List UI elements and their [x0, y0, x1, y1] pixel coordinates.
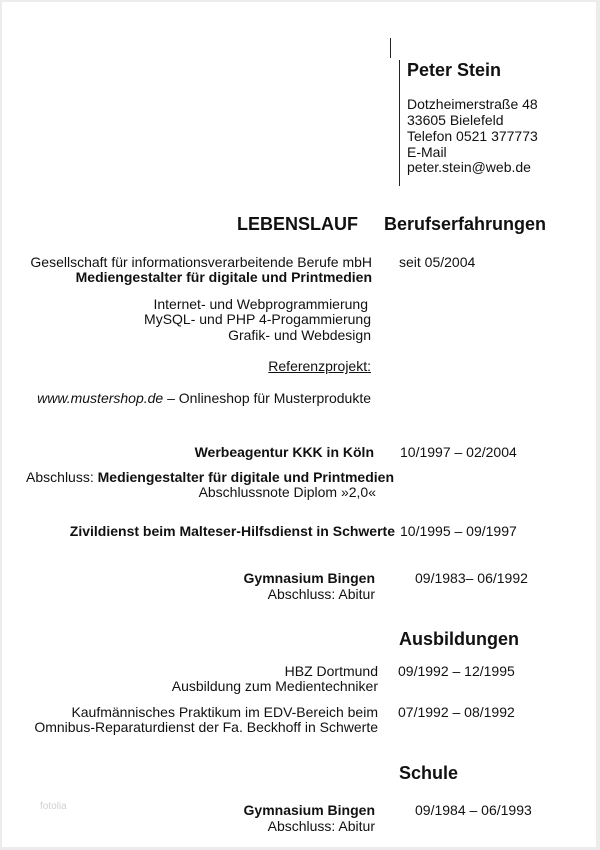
- job2-degree-prefix: Abschluss:: [26, 469, 98, 485]
- job3-title: Zivildienst beim Malteser-Hilfsdienst in Schwerte: [69, 523, 395, 539]
- job2-date: 10/1997 – 02/2004: [400, 444, 517, 460]
- job4-date: 09/1983– 06/1992: [415, 570, 528, 586]
- reference-project: [37, 390, 371, 406]
- job1-date: seit 05/2004: [399, 254, 476, 270]
- watermark: fotolia: [40, 801, 67, 812]
- job4-subtitle: Abschluss: Abitur: [267, 586, 375, 602]
- section-heading-experience: Berufserfahrungen: [384, 214, 547, 234]
- email: peter.stein@web.de: [407, 159, 531, 175]
- applicant-name: Peter Stein: [407, 60, 502, 80]
- job1-role: Mediengestalter für digitale und Printmedien: [75, 269, 372, 285]
- job2-degree: [26, 469, 394, 485]
- school-title: Gymnasium Bingen: [243, 802, 375, 818]
- phone: Telefon 0521 377773: [407, 128, 538, 144]
- job2-company: Werbeagentur KKK in Köln: [194, 444, 374, 460]
- section-heading-school: Schule: [399, 763, 459, 783]
- header-divider: [399, 60, 400, 186]
- training2-date: 07/1992 – 08/1992: [398, 704, 515, 720]
- header-divider-short: [390, 38, 391, 58]
- job1-task-2: MySQL- und PHP 4-Progammierung: [144, 311, 371, 327]
- job1-task-3: Grafik- und Webdesign: [228, 327, 371, 343]
- job3-date: 10/1995 – 09/1997: [400, 523, 517, 539]
- school-subtitle: Abschluss: Abitur: [267, 818, 375, 834]
- email-label: E-Mail: [407, 144, 447, 160]
- job4-title: Gymnasium Bingen: [243, 570, 375, 586]
- training2-line1: Kaufmännisches Praktikum im EDV-Bereich beim: [71, 704, 378, 720]
- page-title: LEBENSLAUF: [237, 214, 358, 234]
- address-line-2: 33605 Bielefeld: [407, 112, 504, 128]
- job1-company: Gesellschaft für informationsverarbeitende Berufe mbH: [30, 254, 372, 270]
- job2-degree-title: Mediengestalter für digitale und Printmedien: [97, 469, 394, 485]
- reference-url[interactable]: www.mustershop.de: [37, 390, 164, 406]
- school-date: 09/1984 – 06/1993: [415, 802, 532, 818]
- address-line-1: Dotzheimerstraße 48: [407, 96, 538, 112]
- training2-line2: Omnibus-Reparaturdienst der Fa. Beckhoff in Schwerte: [34, 719, 378, 735]
- reference-description: – Onlineshop für Musterprodukte: [163, 390, 371, 406]
- job2-grade: Abschlussnote Diplom »2,0«: [198, 484, 376, 500]
- training1-date: 09/1992 – 12/1995: [398, 663, 515, 679]
- training1-line2: Ausbildung zum Medientechniker: [171, 678, 378, 694]
- job1-task-1: Internet- und Webprogrammierung: [153, 296, 368, 312]
- section-heading-training: Ausbildungen: [399, 629, 519, 649]
- cv-page: [2, 2, 596, 847]
- training1-line1: HBZ Dortmund: [284, 663, 378, 679]
- reference-label: Referenzprojekt:: [268, 358, 371, 374]
